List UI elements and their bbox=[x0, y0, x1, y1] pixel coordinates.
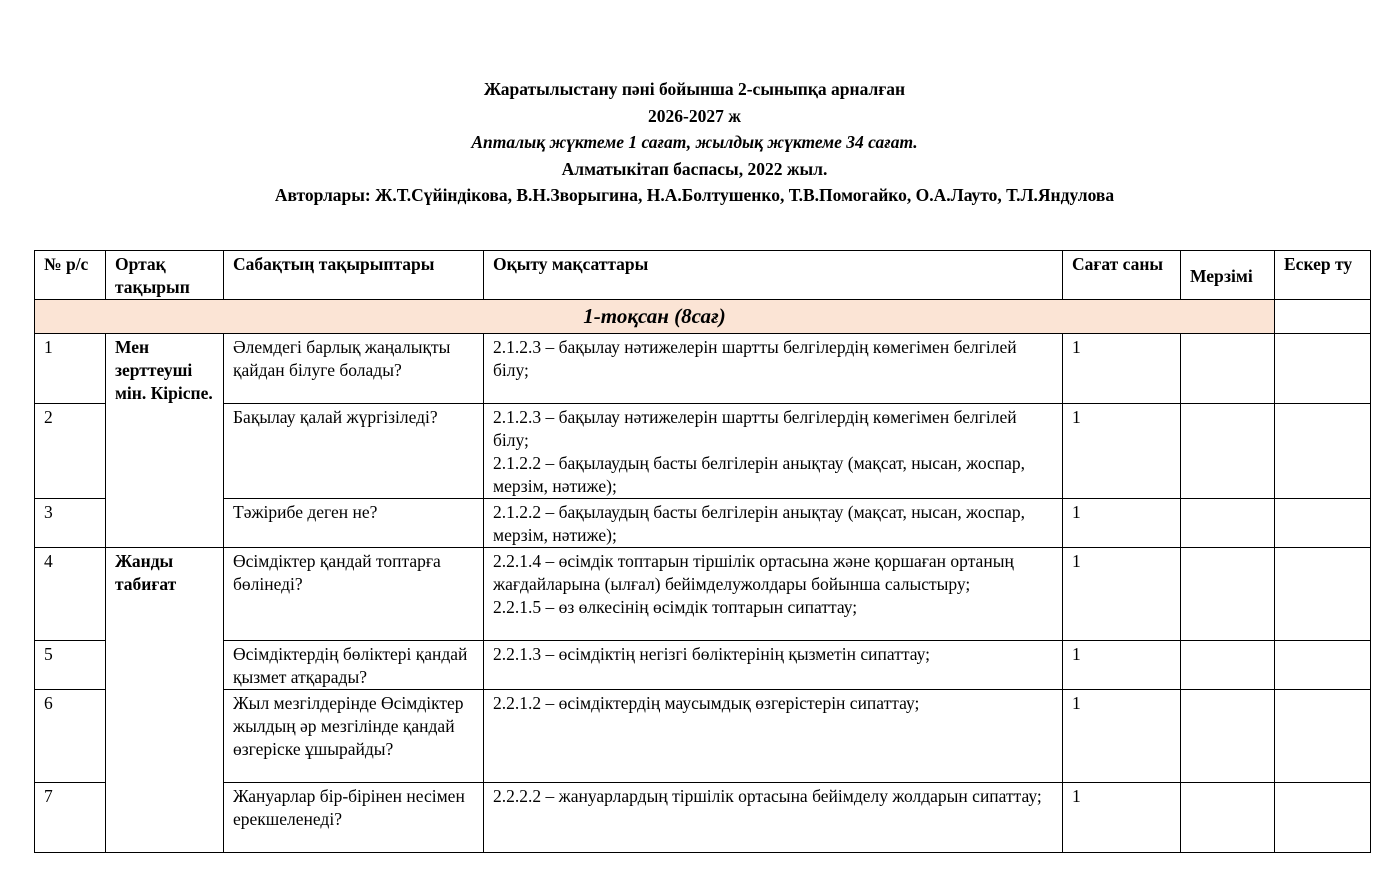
row-number: 6 bbox=[35, 690, 106, 783]
col-header-date: Мерзімі bbox=[1181, 251, 1275, 300]
common-topic-cell: Жанды табиғат bbox=[106, 548, 224, 853]
table-row bbox=[35, 641, 1371, 690]
table-row bbox=[35, 334, 1371, 404]
col-header-common-topic: Ортақ тақырып bbox=[106, 251, 224, 300]
learning-goals-cell bbox=[484, 548, 1063, 641]
hours-cell: 1 bbox=[1063, 641, 1181, 690]
row-number: 3 bbox=[35, 499, 106, 548]
learning-goal: 2.2.1.5 – өз өлкесінің өсімдік топтарын сипаттау; bbox=[493, 597, 858, 617]
learning-goal: 2.2.1.3 – өсімдіктің негізгі бөліктерінің қызметін сипаттау; bbox=[493, 644, 930, 664]
table-row bbox=[35, 499, 1371, 548]
learning-goal: 2.1.2.3 – бақылау нәтижелерін шартты белгілердің көмегімен белгілей білу; bbox=[493, 337, 1017, 380]
hours-cell: 1 bbox=[1063, 404, 1181, 499]
notes-cell bbox=[1275, 548, 1371, 641]
notes-cell bbox=[1275, 499, 1371, 548]
learning-goal: 2.1.2.2 – бақылаудың басты белгілерін анықтау (мақсат, нысан, жоспар, мерзім, нәтиже); bbox=[493, 502, 1026, 545]
learning-goals-cell bbox=[484, 641, 1063, 690]
col-header-hours: Сағат саны bbox=[1063, 251, 1181, 300]
row-number: 7 bbox=[35, 783, 106, 853]
lesson-topic: Өсімдіктердің бөліктері қандай қызмет атқарады? bbox=[224, 641, 484, 690]
workload-line: Апталық жүктеме 1 сағат, жылдық жүктеме 34 сағат. bbox=[471, 132, 918, 152]
quarter-row bbox=[35, 300, 1371, 334]
document-title: Жаратылыстану пәні бойынша 2-сыныпқа арналған bbox=[483, 79, 906, 99]
date-cell bbox=[1181, 783, 1275, 853]
learning-goal: 2.2.1.2 – өсімдіктердің маусымдық өзгерістерін сипаттау; bbox=[493, 693, 920, 713]
lesson-topic: Бақылау қалай жүргізіледі? bbox=[224, 404, 484, 499]
learning-goals-cell bbox=[484, 499, 1063, 548]
row-number: 4 bbox=[35, 548, 106, 641]
table-header-row bbox=[35, 251, 1371, 300]
learning-goal: 2.1.2.3 – бақылау нәтижелерін шартты белгілердің көмегімен белгілей білу; bbox=[493, 407, 1017, 450]
academic-year: 2026-2027 ж bbox=[648, 105, 741, 126]
col-header-notes: Ескер ту bbox=[1275, 251, 1371, 300]
notes-cell bbox=[1275, 690, 1371, 783]
learning-goals-cell bbox=[484, 690, 1063, 783]
lesson-topic: Жануарлар бір-бірінен несімен ерекшеленеді? bbox=[224, 783, 484, 853]
hours-cell: 1 bbox=[1063, 334, 1181, 404]
table-row bbox=[35, 404, 1371, 499]
col-header-number: № р/с bbox=[35, 251, 106, 300]
learning-goal: 2.1.2.2 – бақылаудың басты белгілерін анықтау (мақсат, нысан, жоспар, мерзім, нәтиже); bbox=[493, 453, 1026, 496]
common-topic-cell: Мен зерттеуші мін. Кіріспе. bbox=[106, 334, 224, 548]
date-cell bbox=[1181, 641, 1275, 690]
notes-cell bbox=[1275, 783, 1371, 853]
col-header-lesson-topics: Сабақтың тақырыптары bbox=[224, 251, 484, 300]
row-number: 5 bbox=[35, 641, 106, 690]
hours-cell: 1 bbox=[1063, 548, 1181, 641]
lesson-topic: Әлемдегі барлық жаңалықты қайдан білуге болады? bbox=[224, 334, 484, 404]
lesson-topic: Өсімдіктер қандай топтарға бөлінеді? bbox=[224, 548, 484, 641]
date-cell bbox=[1181, 690, 1275, 783]
date-cell bbox=[1181, 404, 1275, 499]
lesson-topic: Жыл мезгілдерінде Өсімдіктер жылдың әр мезгілінде қандай өзгеріске ұшырайды? bbox=[224, 690, 484, 783]
table-row bbox=[35, 690, 1371, 783]
learning-goal: 2.2.2.2 – жануарлардың тіршілік ортасына бейімделу жолдарын сипаттау; bbox=[493, 786, 1042, 806]
col-header-learning-goals: Оқыту мақсаттары bbox=[484, 251, 1063, 300]
hours-cell: 1 bbox=[1063, 499, 1181, 548]
quarter-notes-cell bbox=[1275, 300, 1371, 334]
lesson-topic: Тәжірибе деген не? bbox=[224, 499, 484, 548]
table-row bbox=[35, 783, 1371, 853]
publisher-line: Алматыкітап баспасы, 2022 жыл. bbox=[561, 158, 828, 179]
notes-cell bbox=[1275, 334, 1371, 404]
hours-cell: 1 bbox=[1063, 783, 1181, 853]
date-cell bbox=[1181, 499, 1275, 548]
learning-goals-cell bbox=[484, 404, 1063, 499]
learning-goals-cell bbox=[484, 334, 1063, 404]
learning-goals-cell bbox=[484, 783, 1063, 853]
learning-goal: 2.2.1.4 – өсімдік топтарын тіршілік ортасына және қоршаған ортаның жағдайларына (ылғал) бейімделужолдары бойынша салыстыру; bbox=[493, 551, 1014, 594]
authors-line: Авторлары: Ж.Т.Сүйіндікова, В.Н.Зворыгина, Н.А.Болтушенко, Т.В.Помогайко, О.А.Лауто, Т.Л.Яндулова bbox=[274, 185, 1115, 205]
date-cell bbox=[1181, 548, 1275, 641]
document-header bbox=[0, 76, 1389, 209]
row-number: 1 bbox=[35, 334, 106, 404]
notes-cell bbox=[1275, 641, 1371, 690]
table-row bbox=[35, 548, 1371, 641]
date-cell bbox=[1181, 334, 1275, 404]
notes-cell bbox=[1275, 404, 1371, 499]
quarter-label: 1-тоқсан (8сағ) bbox=[35, 300, 1275, 334]
row-number: 2 bbox=[35, 404, 106, 499]
hours-cell: 1 bbox=[1063, 690, 1181, 783]
curriculum-table bbox=[34, 250, 1371, 853]
